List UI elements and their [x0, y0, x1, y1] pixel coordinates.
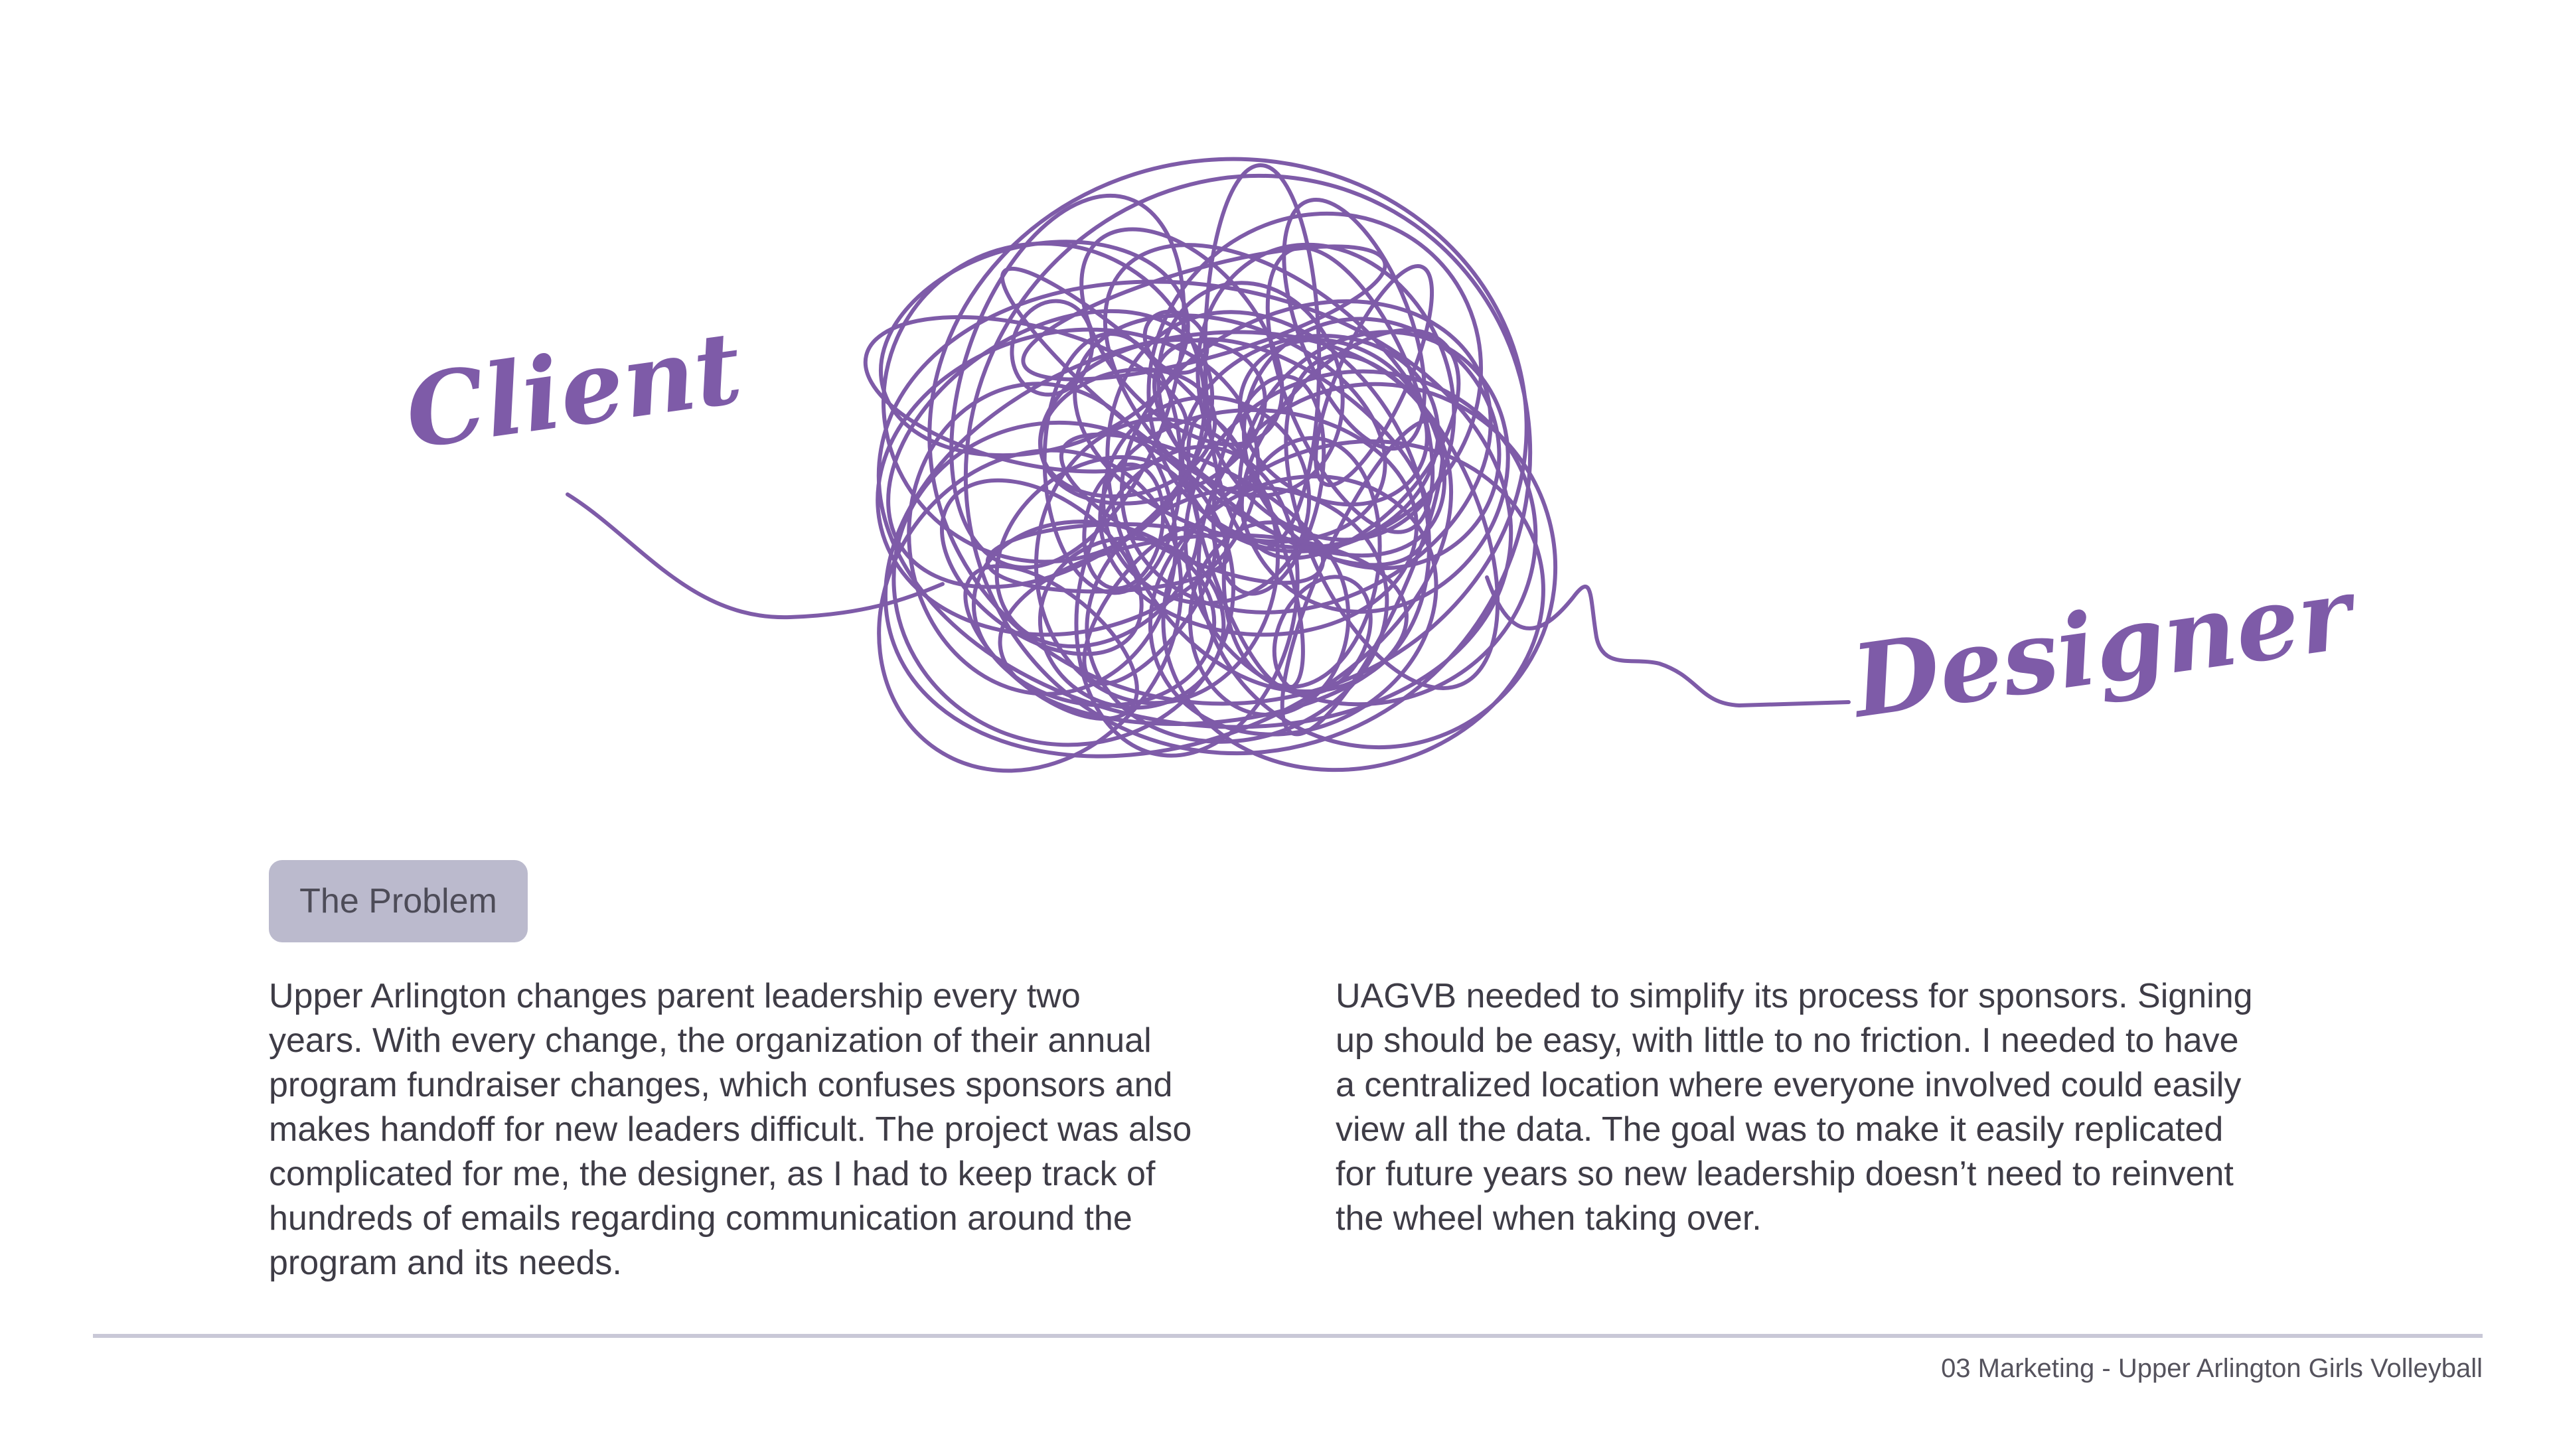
footer-divider	[93, 1334, 2483, 1338]
problem-badge: The Problem	[269, 860, 528, 942]
paragraph-line: hundreds of emails regarding communication around the	[269, 1199, 1132, 1238]
paragraph-line: program fundraiser changes, which confuses sponsors and	[269, 1066, 1173, 1104]
paragraph-line: for future years so new leadership doesn’t need to reinvent	[1336, 1155, 2234, 1193]
paragraph-line: the wheel when taking over.	[1336, 1199, 1762, 1238]
paragraph-line: makes handoff for new leaders difficult. The project was also	[269, 1110, 1192, 1149]
designer-label: Designer	[1845, 555, 2359, 741]
paragraph-line: UAGVB needed to simplify its process for sponsors. Signing	[1336, 977, 2253, 1015]
paragraph-line: a centralized location where everyone involved could easily	[1336, 1066, 2242, 1104]
problem-description-left	[269, 974, 1251, 1285]
paragraph-line: view all the data. The goal was to make it easily replicated	[1336, 1110, 2224, 1149]
paragraph-line: complicated for me, the designer, as I had to keep track of	[269, 1155, 1156, 1193]
paragraph-line: years. With every change, the organization of their annual	[269, 1021, 1152, 1060]
paragraph-line: Upper Arlington changes parent leadership every two	[269, 977, 1081, 1015]
footer-caption: 03 Marketing - Upper Arlington Girls Volleyball	[1941, 1354, 2483, 1383]
client-label: Client	[398, 309, 749, 472]
problem-description-right	[1336, 974, 2331, 1241]
paragraph-line: program and its needs.	[269, 1244, 622, 1282]
paragraph-line: up should be easy, with little to no friction. I needed to have	[1336, 1021, 2239, 1060]
tangled-scribble	[818, 72, 1636, 857]
